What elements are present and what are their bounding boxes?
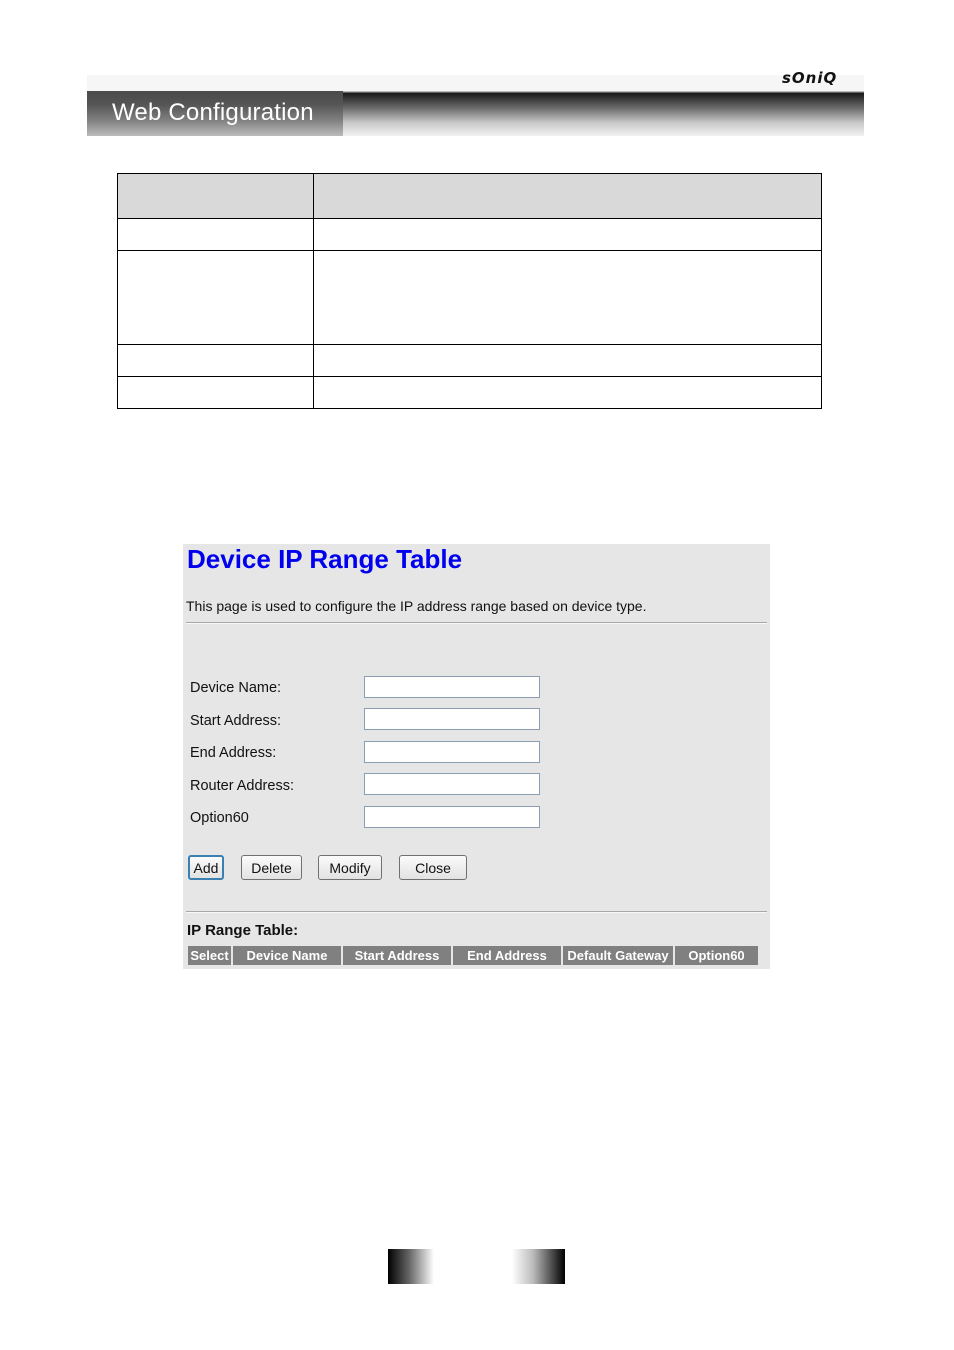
column-header-option60: Option60 (675, 946, 758, 965)
modify-button[interactable]: Modify (318, 855, 382, 880)
page-header-title: Web Configuration (112, 99, 314, 126)
router-address-label: Router Address: (190, 778, 294, 794)
table-row (118, 219, 822, 251)
table-row (118, 345, 822, 377)
column-header-device-name: Device Name (233, 946, 341, 965)
end-address-label: End Address: (190, 745, 277, 761)
reference-table-header-row (118, 174, 822, 219)
delete-button[interactable]: Delete (241, 855, 302, 880)
table-cell (118, 377, 314, 409)
end-address-input[interactable] (364, 741, 540, 763)
column-header-default-gateway: Default Gateway (563, 946, 673, 965)
brand-logo: sOniQ (782, 69, 838, 87)
table-row (118, 377, 822, 409)
table-cell (118, 219, 314, 251)
option60-input[interactable] (364, 806, 540, 828)
ip-range-table-title: IP Range Table: (187, 922, 299, 939)
column-header-start-address: Start Address (343, 946, 451, 965)
close-button[interactable]: Close (399, 855, 467, 880)
table-cell (118, 345, 314, 377)
table-cell (314, 174, 822, 219)
column-header-select: Select (188, 946, 231, 965)
table-row (118, 251, 822, 345)
device-name-input[interactable] (364, 676, 540, 698)
table-cell (118, 251, 314, 345)
reference-table (117, 173, 822, 409)
device-name-label: Device Name: (190, 680, 282, 696)
start-address-input[interactable] (364, 708, 540, 730)
panel-title: Device IP Range Table (187, 544, 463, 574)
table-cell (314, 345, 822, 377)
add-button[interactable]: Add (188, 855, 224, 880)
ip-range-table-header (188, 946, 758, 965)
table-cell (314, 377, 822, 409)
divider (186, 911, 767, 913)
table-cell (314, 251, 822, 345)
start-address-label: Start Address: (190, 713, 282, 729)
column-header-end-address: End Address (453, 946, 561, 965)
table-cell (118, 174, 314, 219)
panel-description: This page is used to configure the IP address range based on device type. (186, 598, 647, 614)
device-ip-range-panel (183, 544, 770, 969)
option60-label: Option60 (190, 810, 249, 826)
divider (186, 622, 767, 624)
table-cell (314, 219, 822, 251)
page-number-tab (388, 1249, 565, 1284)
router-address-input[interactable] (364, 773, 540, 795)
